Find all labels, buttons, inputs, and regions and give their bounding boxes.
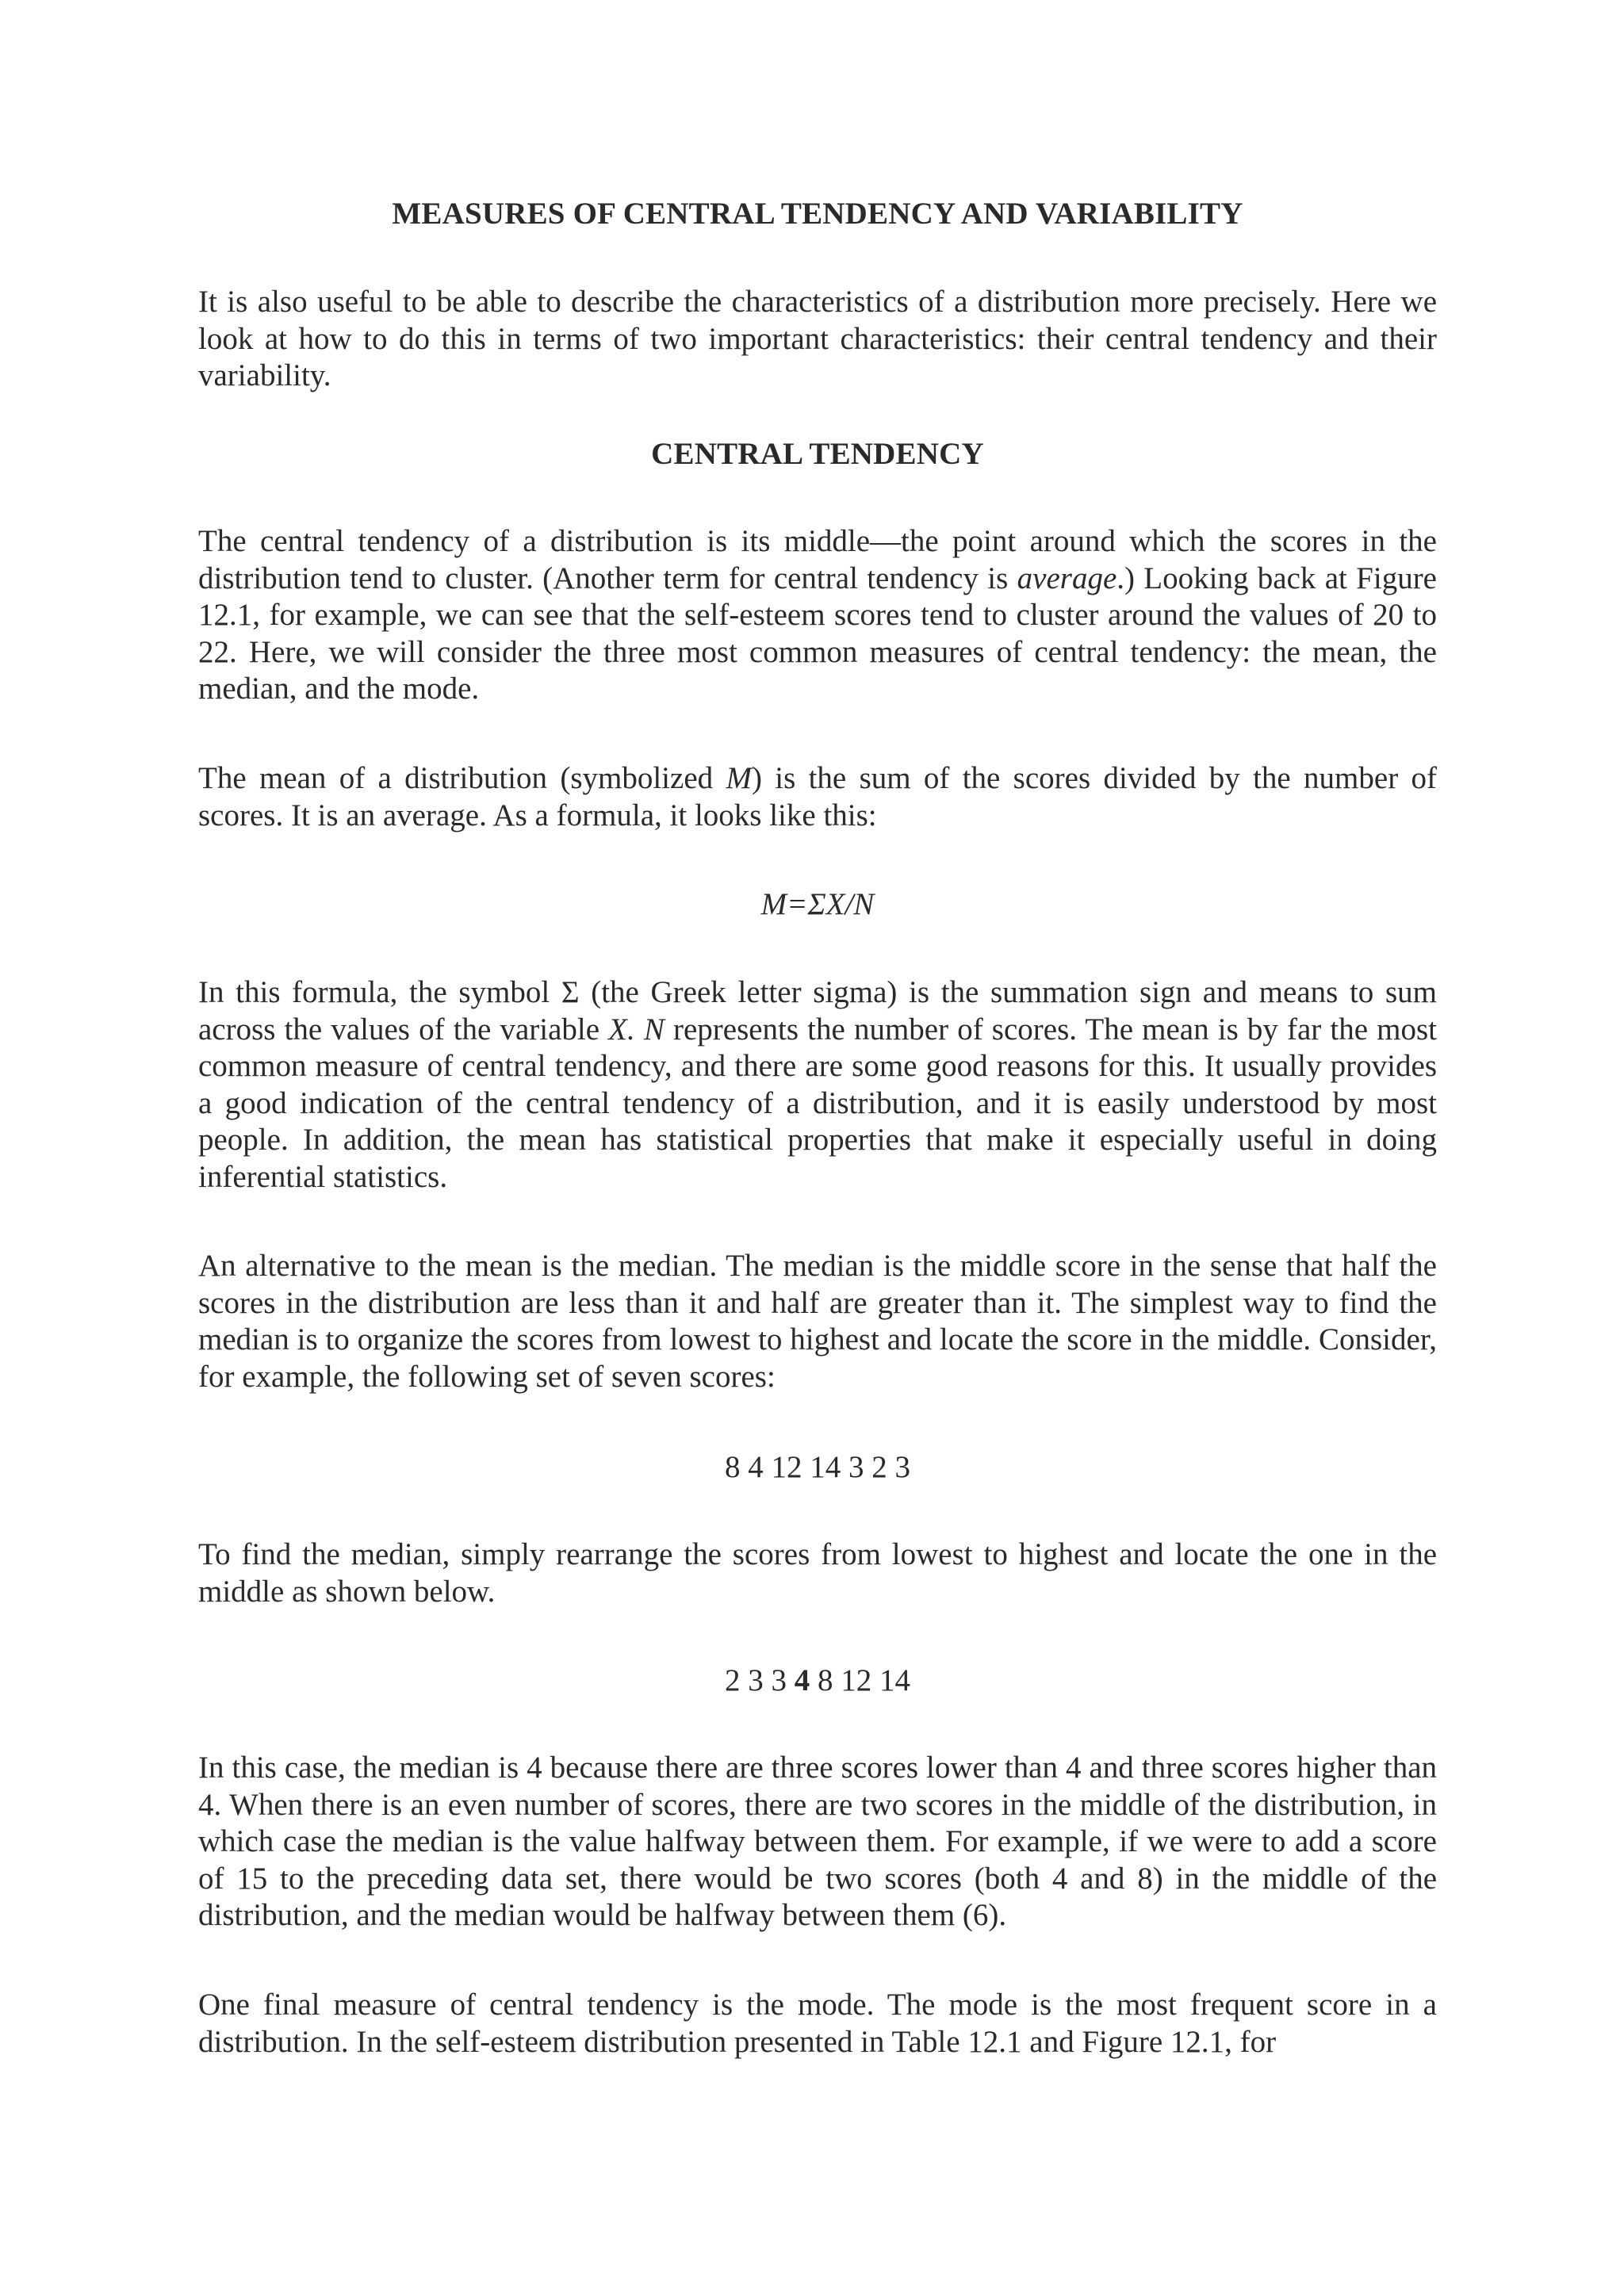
p2-text-a: The mean of a distribution (symbolized bbox=[198, 761, 726, 795]
p1-emphasis: average bbox=[1017, 561, 1117, 595]
p3-text-b: represents the number of scores. The mean is by far the most common measure of central tendency, and there are some good reasons for this. It usually provides a good indication of the central tendency of a distribution, and it is easily understood by most people. In addition, the mean has statistical properties that make it especially useful in doing inferential statistics. bbox=[198, 1012, 1437, 1194]
p2-emphasis: M bbox=[726, 761, 752, 795]
even-count-paragraph: In this case, the median is 4 because there are three scores lower than 4 and three scores higher than 4. When there is an even number of scores, there are two scores in the middle of the distribution, in which case the median is the value halfway between them. For example, if we were to add a score of 15 to the preceding data set, there would be two scores (both 4 and 8) in the middle of the distribution, and the median would be halfway between them (6). bbox=[198, 1751, 1437, 1932]
p3-text-a: In this formula, the symbol Σ (the Greek letter sigma) is the summation sign and means to sum across the values of the variable bbox=[198, 975, 1437, 1047]
mean-formula: M=ΣX/N bbox=[760, 887, 875, 921]
rearrange-paragraph: To find the median, simply rearrange the scores from lowest to highest and locate the one in the middle as shown below. bbox=[198, 1537, 1437, 1609]
sorted-scores bbox=[198, 1663, 1437, 1699]
sorted-scores-before: 2 3 3 bbox=[725, 1663, 795, 1697]
median-score: 4 bbox=[794, 1663, 810, 1697]
mode-paragraph: One final measure of central tendency is the mode. The mode is the most frequent score in a distribution. In the self-esteem distribution presented in Table 12.1 and Figure 12.1, for bbox=[198, 1988, 1437, 2059]
central-tendency-paragraph bbox=[198, 523, 1437, 708]
p3-emphasis: X. N bbox=[608, 1012, 665, 1047]
sorted-scores-after: 8 12 14 bbox=[810, 1663, 910, 1697]
section-heading: MEASURES OF CENTRAL TENDENCY AND VARIABILITY bbox=[392, 197, 1243, 231]
subsection-heading: CENTRAL TENDENCY bbox=[651, 437, 984, 471]
unsorted-scores: 8 4 12 14 3 2 3 bbox=[725, 1450, 910, 1484]
mean-paragraph bbox=[198, 760, 1437, 834]
p1-text-b: .) Looking back at Figure 12.1, for example, we can see that the self-esteem scores tend to cluster around the values of 20 to 22. Here, we will consider the three most common measures of central tendency: the mean, the median, and the mode. bbox=[198, 561, 1437, 706]
formula-explanation-paragraph bbox=[198, 974, 1437, 1196]
intro-paragraph: It is also useful to be able to describe the characteristics of a distribution more precisely. Here we look at how to do this in terms of two important characteristics: their central tendency and their variability. bbox=[198, 285, 1437, 392]
median-paragraph: An alternative to the mean is the median. The median is the middle score in the sense that half the scores in the distribution are less than it and half are greater than it. The simplest way to find the median is to organize the scores from lowest to highest and locate the score in the middle. Consider, for example, the following set of seven scores: bbox=[198, 1249, 1437, 1394]
p2-text-b: ) is the sum of the scores divided by the number of scores. It is an average. As a formula, it looks like this: bbox=[198, 761, 1437, 832]
p1-text-a: The central tendency of a distribution is its middle—the point around which the scores in the distribution tend to cluster. (Another term for central tendency is bbox=[198, 524, 1437, 595]
